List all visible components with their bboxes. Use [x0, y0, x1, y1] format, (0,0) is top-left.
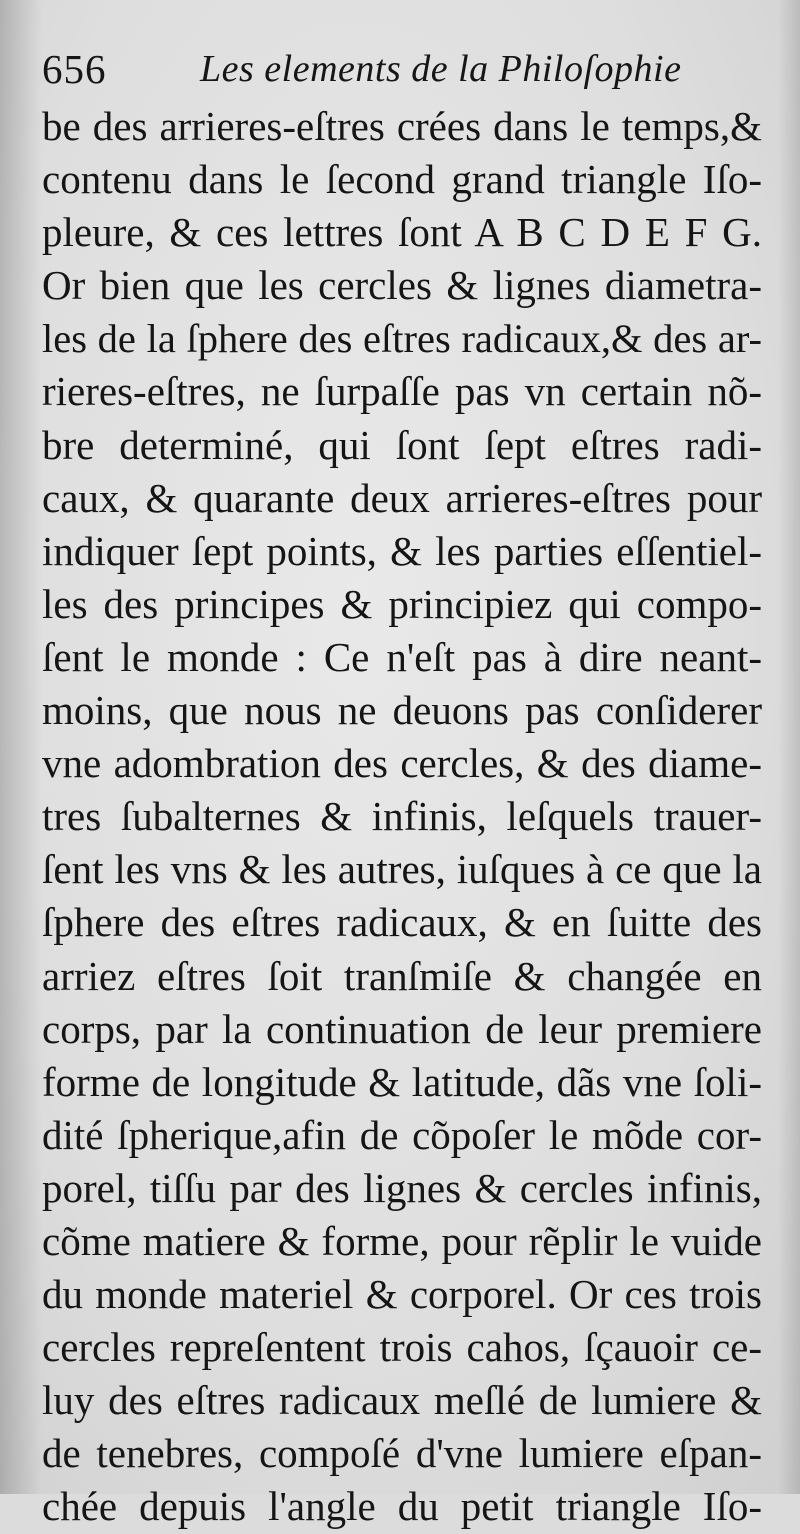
- text-line: du monde materiel & corporel. Or ces trois: [42, 1271, 762, 1318]
- text-line: dité ſpherique,afin de cõpoſer le mõde cor-: [42, 1111, 762, 1158]
- text-line: contenu dans le ſecond grand triangle Iſo-: [42, 156, 762, 203]
- text-line: les des principes & principiez qui compo-: [42, 580, 762, 627]
- text-line: cõme matiere & forme, pour rẽplir le vuide: [42, 1217, 762, 1264]
- text-line: forme de longitude & latitude, dãs vne ſoli-: [42, 1058, 762, 1105]
- text-line: ſent les vns & les autres, iuſques à ce que la: [42, 846, 762, 893]
- text-line: indiquer ſept points, & les parties eſſentiel-: [42, 527, 762, 574]
- text-line: corps, par la continuation de leur premiere: [42, 1005, 762, 1052]
- body-text: [42, 100, 762, 1534]
- text-line: moins, que nous ne deuons pas conſiderer: [42, 687, 762, 734]
- text-line: porel, tiſſu par des lignes & cercles infinis,: [42, 1164, 762, 1211]
- text-line: de tenebres, compoſé d'vne lumiere eſpan-: [42, 1430, 762, 1477]
- running-head: Les elements de la Philoſophie: [200, 48, 682, 90]
- text-line: Or bien que les cercles & lignes diametra-: [42, 262, 762, 309]
- page-number: 656: [42, 46, 107, 92]
- text-line: luy des eſtres radicaux meſlé de lumiere &: [42, 1377, 762, 1424]
- text-line: ſphere des eſtres radicaux, & en ſuitte des: [42, 899, 762, 946]
- text-line: bre determiné, qui ſont ſept eſtres radi-: [42, 421, 762, 468]
- text-line: tres ſubalternes & infinis, leſquels trauer-: [42, 793, 762, 840]
- text-line: cercles repreſentent trois cahos, ſçauoir ce-: [42, 1324, 762, 1371]
- text-line: vne adombration des cercles, & des diame-: [42, 740, 762, 787]
- text-line: ſent le monde : Ce n'eſt pas à dire neant-: [42, 633, 762, 680]
- page-header: [42, 44, 762, 94]
- text-line: arriez eſtres ſoit tranſmiſe & changée en: [42, 952, 762, 999]
- text-line: chée depuis l'angle du petit triangle Iſo-: [42, 1483, 762, 1530]
- text-line: be des arrieres-eſtres crées dans le temps,&: [42, 103, 762, 149]
- text-line: caux, & quarante deux arrieres-eſtres pour: [42, 474, 762, 521]
- text-line: rieres-eſtres, ne ſurpaſſe pas vn certain nõ-: [42, 368, 762, 415]
- text-line: pleure, & ces lettres ſont A B C D E F G.: [42, 209, 762, 256]
- text-line: les de la ſphere des eſtres radicaux,& des ar-: [42, 316, 762, 362]
